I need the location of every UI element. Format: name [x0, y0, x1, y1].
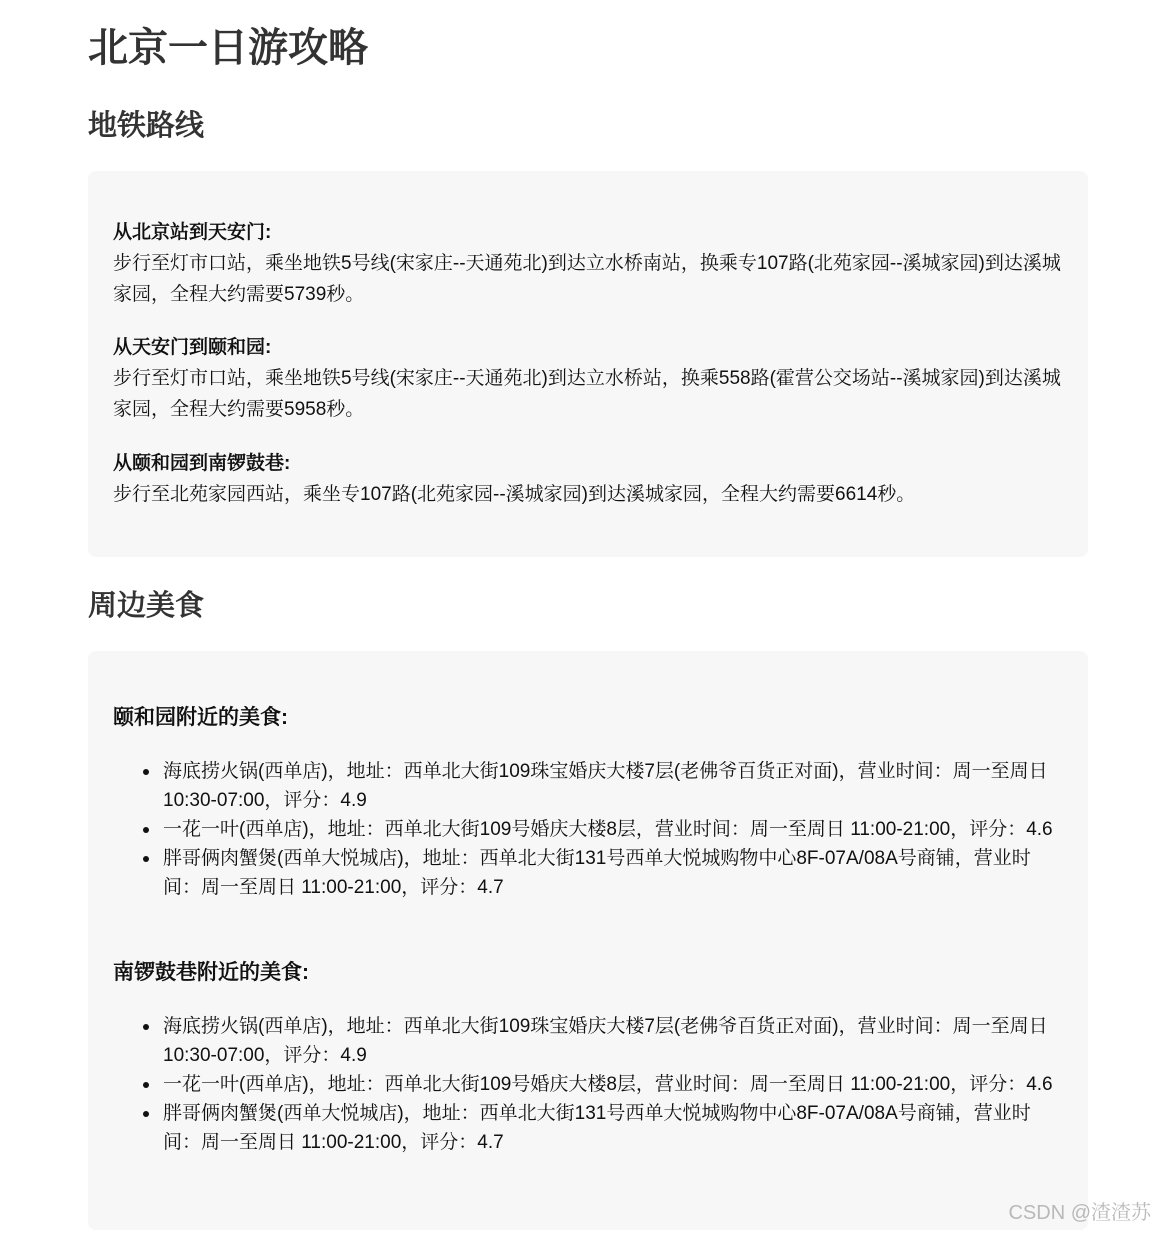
route-title: 从颐和园到南锣鼓巷:: [113, 453, 291, 474]
route-item: [113, 332, 1063, 425]
food-list: [113, 757, 1058, 902]
food-heading: 周边美食: [88, 590, 205, 622]
list-item: 一花一叶(西单店)，地址：西单北大街109号婚庆大楼8层，营业时间：周一至周日 11:00-21:00，评分：4.6: [163, 815, 1058, 844]
route-item: [113, 448, 1063, 510]
route-desc: 步行至北苑家园西站，乘坐专107路(北苑家园--溪城家园)到达溪城家园，全程大约需要6614秒。: [113, 484, 916, 505]
route-title: 从北京站到天安门:: [113, 222, 272, 243]
subway-routes-box: [88, 171, 1088, 557]
food-group-title: 颐和园附近的美食:: [113, 706, 288, 729]
list-item: 胖哥俩肉蟹煲(西单大悦城店)，地址：西单北大街131号西单大悦城购物中心8F-07A/08A号商铺，营业时间：周一至周日 11:00-21:00，评分：4.7: [163, 844, 1058, 902]
watermark: CSDN @渣渣苏: [1008, 1202, 1151, 1224]
list-item: 胖哥俩肉蟹煲(西单大悦城店)，地址：西单北大街131号西单大悦城购物中心8F-07A/08A号商铺，营业时间：周一至周日 11:00-21:00，评分：4.7: [163, 1099, 1058, 1157]
route-title: 从天安门到颐和园:: [113, 337, 272, 358]
route-desc: 步行至灯市口站，乘坐地铁5号线(宋家庄--天通苑北)到达立水桥南站，换乘专107路(北苑家园--溪城家园)到达溪城家园，全程大约需要5739秒。: [113, 253, 1061, 305]
food-group-title: 南锣鼓巷附近的美食:: [113, 961, 309, 984]
route-desc: 步行至灯市口站，乘坐地铁5号线(宋家庄--天通苑北)到达立水桥站，换乘558路(霍营公交场站--溪城家园)到达溪城家园，全程大约需要5958秒。: [113, 368, 1061, 420]
list-item: 一花一叶(西单店)，地址：西单北大街109号婚庆大楼8层，营业时间：周一至周日 11:00-21:00，评分：4.6: [163, 1070, 1058, 1099]
list-item: 海底捞火锅(西单店)，地址：西单北大街109珠宝婚庆大楼7层(老佛爷百货正对面)，营业时间：周一至周日 10:30-07:00，评分：4.9: [163, 757, 1058, 815]
food-box: [88, 651, 1088, 1230]
page-title: 北京一日游攻略: [88, 26, 368, 70]
food-list: [113, 1012, 1058, 1157]
subway-heading: 地铁路线: [88, 110, 205, 142]
route-item: [113, 217, 1063, 310]
list-item: 海底捞火锅(西单店)，地址：西单北大街109珠宝婚庆大楼7层(老佛爷百货正对面)，营业时间：周一至周日 10:30-07:00，评分：4.9: [163, 1012, 1058, 1070]
